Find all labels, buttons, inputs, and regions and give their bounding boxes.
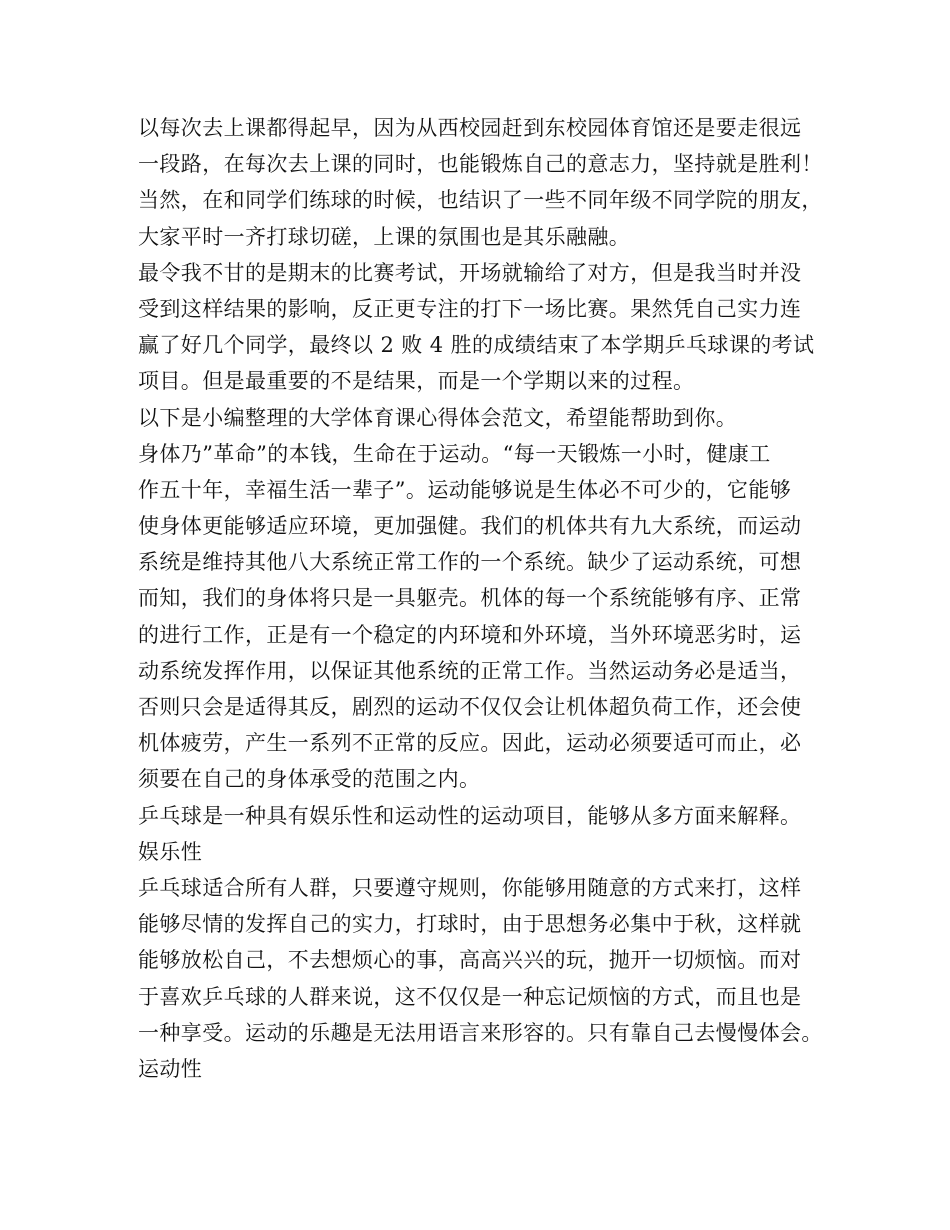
text-line: 乒乓球适合所有人群，只要遵守规则，你能够用随意的方式来打，这样 [138,875,802,900]
text-line: 须要在自己的身体承受的范围之内。 [138,767,481,792]
text-line: 能够放松自己，不去想烦心的事，高高兴兴的玩，抛开一切烦恼。而对 [138,948,802,973]
text-line: 而知，我们的身体将只是一具躯壳。机体的每一个系统能够有序、正常 [138,586,802,611]
text-line: 系统是维持其他八大系统正常工作的一个系统。缺少了运动系统，可想 [138,550,802,575]
text-line: 否则只会是适得其反，剧烈的运动不仅仅会让机体超负荷工作，还会使 [138,695,802,719]
text-line: 大家平时一齐打球切磋，上课的氛围也是其乐融融。 [138,224,631,249]
text-line: 于喜欢乒乓球的人群来说，这不仅仅是一种忘记烦恼的方式，而且也是 [138,984,802,1009]
text-line: 最令我不甘的是期末的比赛考试，开场就输给了对方，但是我当时并没 [138,260,802,285]
text-line: 以每次去上课都得起早，因为从西校园赶到东校园体育馆还是要走很远 [138,116,802,140]
text-line: 受到这样结果的影响，反正更专注的打下一场比赛。果然凭自己实力连 [138,296,802,321]
text-line: 能够尽情的发挥自己的实力，打球时，由于思想务必集中于秋，这样就 [138,912,802,937]
text-line: 使身体更能够适应环境，更加强健。我们的机体共有九大系统，而运动 [138,514,802,539]
section-heading: 娱乐性 [138,839,203,864]
section-heading: 运动性 [138,1056,203,1081]
text-line: 身体乃”革命”的本钱，生命在于运动。“每一天锻炼一小时，健康工 [138,441,771,466]
text-line: 当然，在和同学们练球的时候，也结识了一些不同年级不同学院的朋友， [138,188,823,213]
text-line: 赢了好几个同学，最终以 2 败 4 胜的成绩结束了本学期乒乓球课的考试 [138,333,815,358]
document-body [138,110,838,1087]
text-line: 一种享受。运动的乐趣是无法用语言来形容的。只有靠自己去慢慢体会。 [138,1020,823,1045]
text-line: 以下是小编整理的大学体育课心得体会范文，希望能帮助到你。 [138,405,738,430]
text-line: 一段路，在每次去上课的同时，也能锻炼自己的意志力，坚持就是胜利！ [138,152,823,177]
text-line: 动系统发挥作用，以保证其他系统的正常工作。当然运动务必是适当， [138,658,802,683]
text-line: 机体疲劳，产生一系列不正常的反应。因此，运动必须要适可而止，必 [138,731,802,756]
text-line: 项目。但是最重要的不是结果，而是一个学期以来的过程。 [138,369,695,394]
text-line: 的进行工作，正是有一个稳定的内环境和外环境，当外环境恶劣时，运 [138,622,802,647]
text-line: 作五十年，幸福生活一辈子”。运动能够说是生体必不可少的，它能够 [138,477,792,502]
text-line: 乒乓球是一种具有娱乐性和运动性的运动项目，能够从多方面来解释。 [138,803,802,828]
